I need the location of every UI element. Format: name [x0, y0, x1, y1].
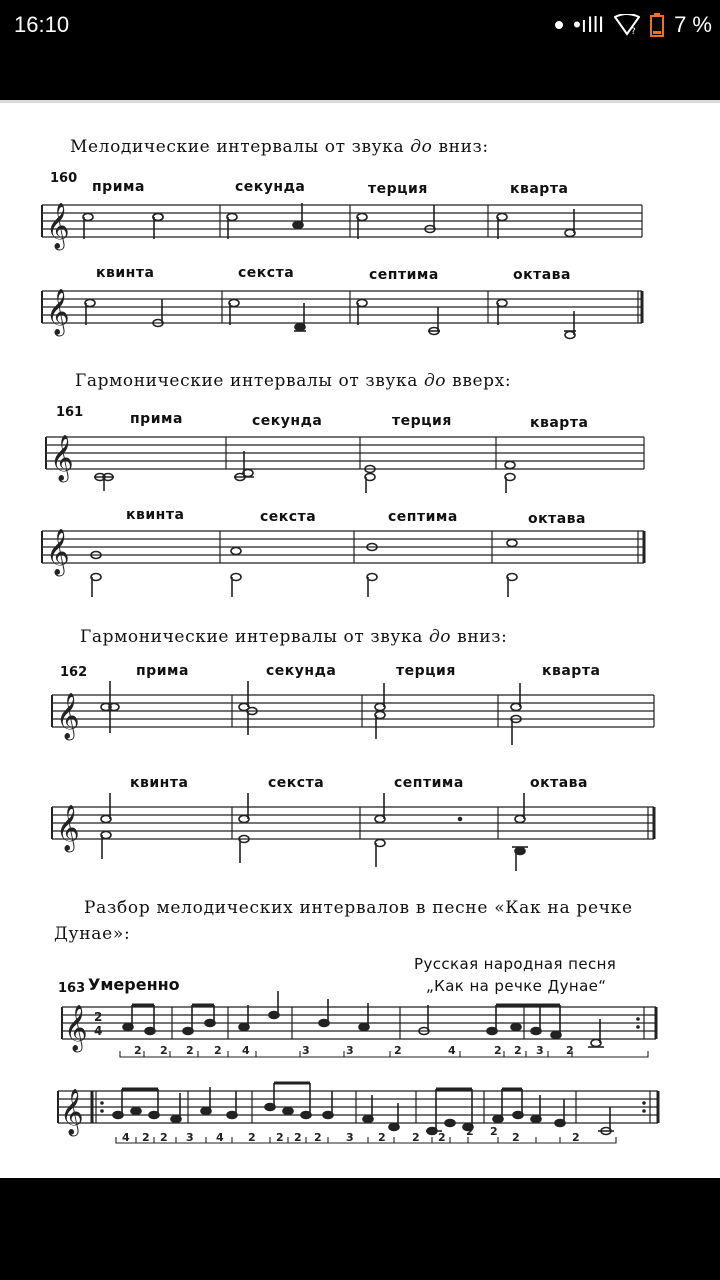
- ex163-staff-1: [60, 1001, 660, 1071]
- ex162-staff-1: [50, 689, 656, 749]
- battery-icon: [650, 13, 664, 37]
- treble-clef-icon: 𝄞: [46, 289, 70, 335]
- ex161-staff-1: [44, 431, 646, 491]
- treble-clef-icon: 𝄞: [64, 1005, 88, 1051]
- ex160-label-0: прима: [92, 179, 145, 195]
- ex163-paragraph-line1: Разбор мелодических интервалов в песне «Как на речке: [84, 898, 633, 918]
- interval-mark: 4: [242, 1044, 250, 1057]
- interval-mark: 2: [160, 1044, 168, 1057]
- status-bar: [0, 0, 720, 100]
- interval-mark: 2: [314, 1131, 322, 1144]
- interval-mark: 2: [514, 1044, 522, 1057]
- ex162-label-3: кварта: [542, 663, 601, 679]
- ex162-label-1: секунда: [266, 663, 337, 679]
- ex161-label-1: секунда: [252, 413, 323, 429]
- interval-mark: 2: [466, 1125, 474, 1138]
- ex162-label-2: терция: [396, 663, 456, 679]
- ex163-credit-line1: Русская народная песня: [414, 955, 617, 973]
- notification-dot-icon: [555, 21, 563, 29]
- time-sig-bottom: 4: [94, 1024, 103, 1038]
- interval-mark: 2: [160, 1131, 168, 1144]
- ex163-number: 163: [58, 981, 86, 996]
- signal-icon: •ıIlI: [573, 12, 605, 37]
- interval-mark: 2: [134, 1044, 142, 1057]
- status-icons: [555, 12, 712, 38]
- interval-mark: 4: [122, 1131, 130, 1144]
- interval-mark: 3: [346, 1044, 354, 1057]
- time-sig-top: 2: [94, 1010, 103, 1024]
- interval-mark: 2: [438, 1131, 446, 1144]
- treble-clef-icon: 𝄞: [56, 805, 80, 851]
- interval-mark: 2: [378, 1131, 386, 1144]
- interval-mark: 2: [412, 1131, 420, 1144]
- ex161-heading: Гармонические интервалы от звука до вверх:: [75, 371, 512, 391]
- ex163-tempo: Умеренно: [88, 975, 180, 994]
- ex160-label-1: секунда: [235, 179, 306, 195]
- interval-mark: 2: [142, 1131, 150, 1144]
- treble-clef-icon: 𝄞: [46, 529, 70, 575]
- ex161-label-6: септима: [388, 509, 458, 525]
- status-time: 16:10: [14, 12, 70, 37]
- bottom-bar: [0, 1178, 720, 1280]
- ex160-label-7: октава: [513, 267, 571, 283]
- ex162-heading: Гармонические интервалы от звука до вниз:: [80, 627, 508, 647]
- ex163-staff-2: [56, 1085, 660, 1155]
- interval-mark: 2: [566, 1044, 574, 1057]
- interval-mark: 2: [276, 1131, 284, 1144]
- ex162-number: 162: [60, 665, 88, 680]
- interval-mark: 3: [346, 1131, 354, 1144]
- ex160-number: 160: [50, 171, 78, 186]
- ex161-staff-2: [40, 525, 646, 595]
- ex161-number: 161: [56, 405, 84, 420]
- ex162-label-4: квинта: [130, 775, 189, 791]
- ex161-label-7: октава: [528, 511, 586, 527]
- interval-mark: 3: [302, 1044, 310, 1057]
- ex160-staff-1: [40, 199, 644, 249]
- ex161-label-5: секста: [260, 509, 317, 525]
- ex160-label-5: секста: [238, 265, 295, 281]
- interval-mark: 3: [536, 1044, 544, 1057]
- ex160-label-6: септима: [369, 267, 439, 283]
- interval-mark: 3: [186, 1131, 194, 1144]
- interval-mark: 2: [512, 1131, 520, 1144]
- interval-mark: 2: [214, 1044, 222, 1057]
- treble-clef-icon: 𝄞: [46, 203, 70, 249]
- interval-mark: 2: [394, 1044, 402, 1057]
- interval-mark: 4: [448, 1044, 456, 1057]
- document-viewer[interactable]: [0, 103, 720, 1178]
- interval-mark: 2: [494, 1044, 502, 1057]
- ex162-label-0: прима: [136, 663, 189, 679]
- ex160-heading: Мелодические интервалы от звука до вниз:: [70, 137, 489, 157]
- interval-mark: 4: [216, 1131, 224, 1144]
- interval-mark: 2: [490, 1125, 498, 1138]
- ex160-label-4: квинта: [96, 265, 155, 281]
- ex161-label-0: прима: [130, 411, 183, 427]
- interval-mark: 2: [294, 1131, 302, 1144]
- ex160-label-3: кварта: [510, 181, 569, 197]
- interval-mark: 2: [186, 1044, 194, 1057]
- ex162-label-6: септима: [394, 775, 464, 791]
- ex163-paragraph-line2: Дунае»:: [54, 924, 131, 944]
- interval-mark: 2: [572, 1131, 580, 1144]
- battery-percent: 7 %: [674, 12, 712, 37]
- ex162-label-5: секста: [268, 775, 325, 791]
- treble-clef-icon: 𝄞: [60, 1089, 84, 1135]
- treble-clef-icon: 𝄞: [50, 435, 74, 481]
- ex162-staff-2: [50, 801, 656, 871]
- wifi-icon: [614, 14, 640, 36]
- ex161-label-2: терция: [392, 413, 452, 429]
- ex161-label-4: квинта: [126, 507, 185, 523]
- svg-text:?: ?: [631, 27, 636, 36]
- treble-clef-icon: 𝄞: [56, 693, 80, 739]
- interval-mark: 2: [248, 1131, 256, 1144]
- ex161-label-3: кварта: [530, 415, 589, 431]
- ex160-staff-2: [40, 285, 644, 345]
- ex163-credit-line2: „Как на речке Дунае“: [426, 977, 607, 995]
- ex160-label-2: терция: [368, 181, 428, 197]
- ex162-label-7: октава: [530, 775, 588, 791]
